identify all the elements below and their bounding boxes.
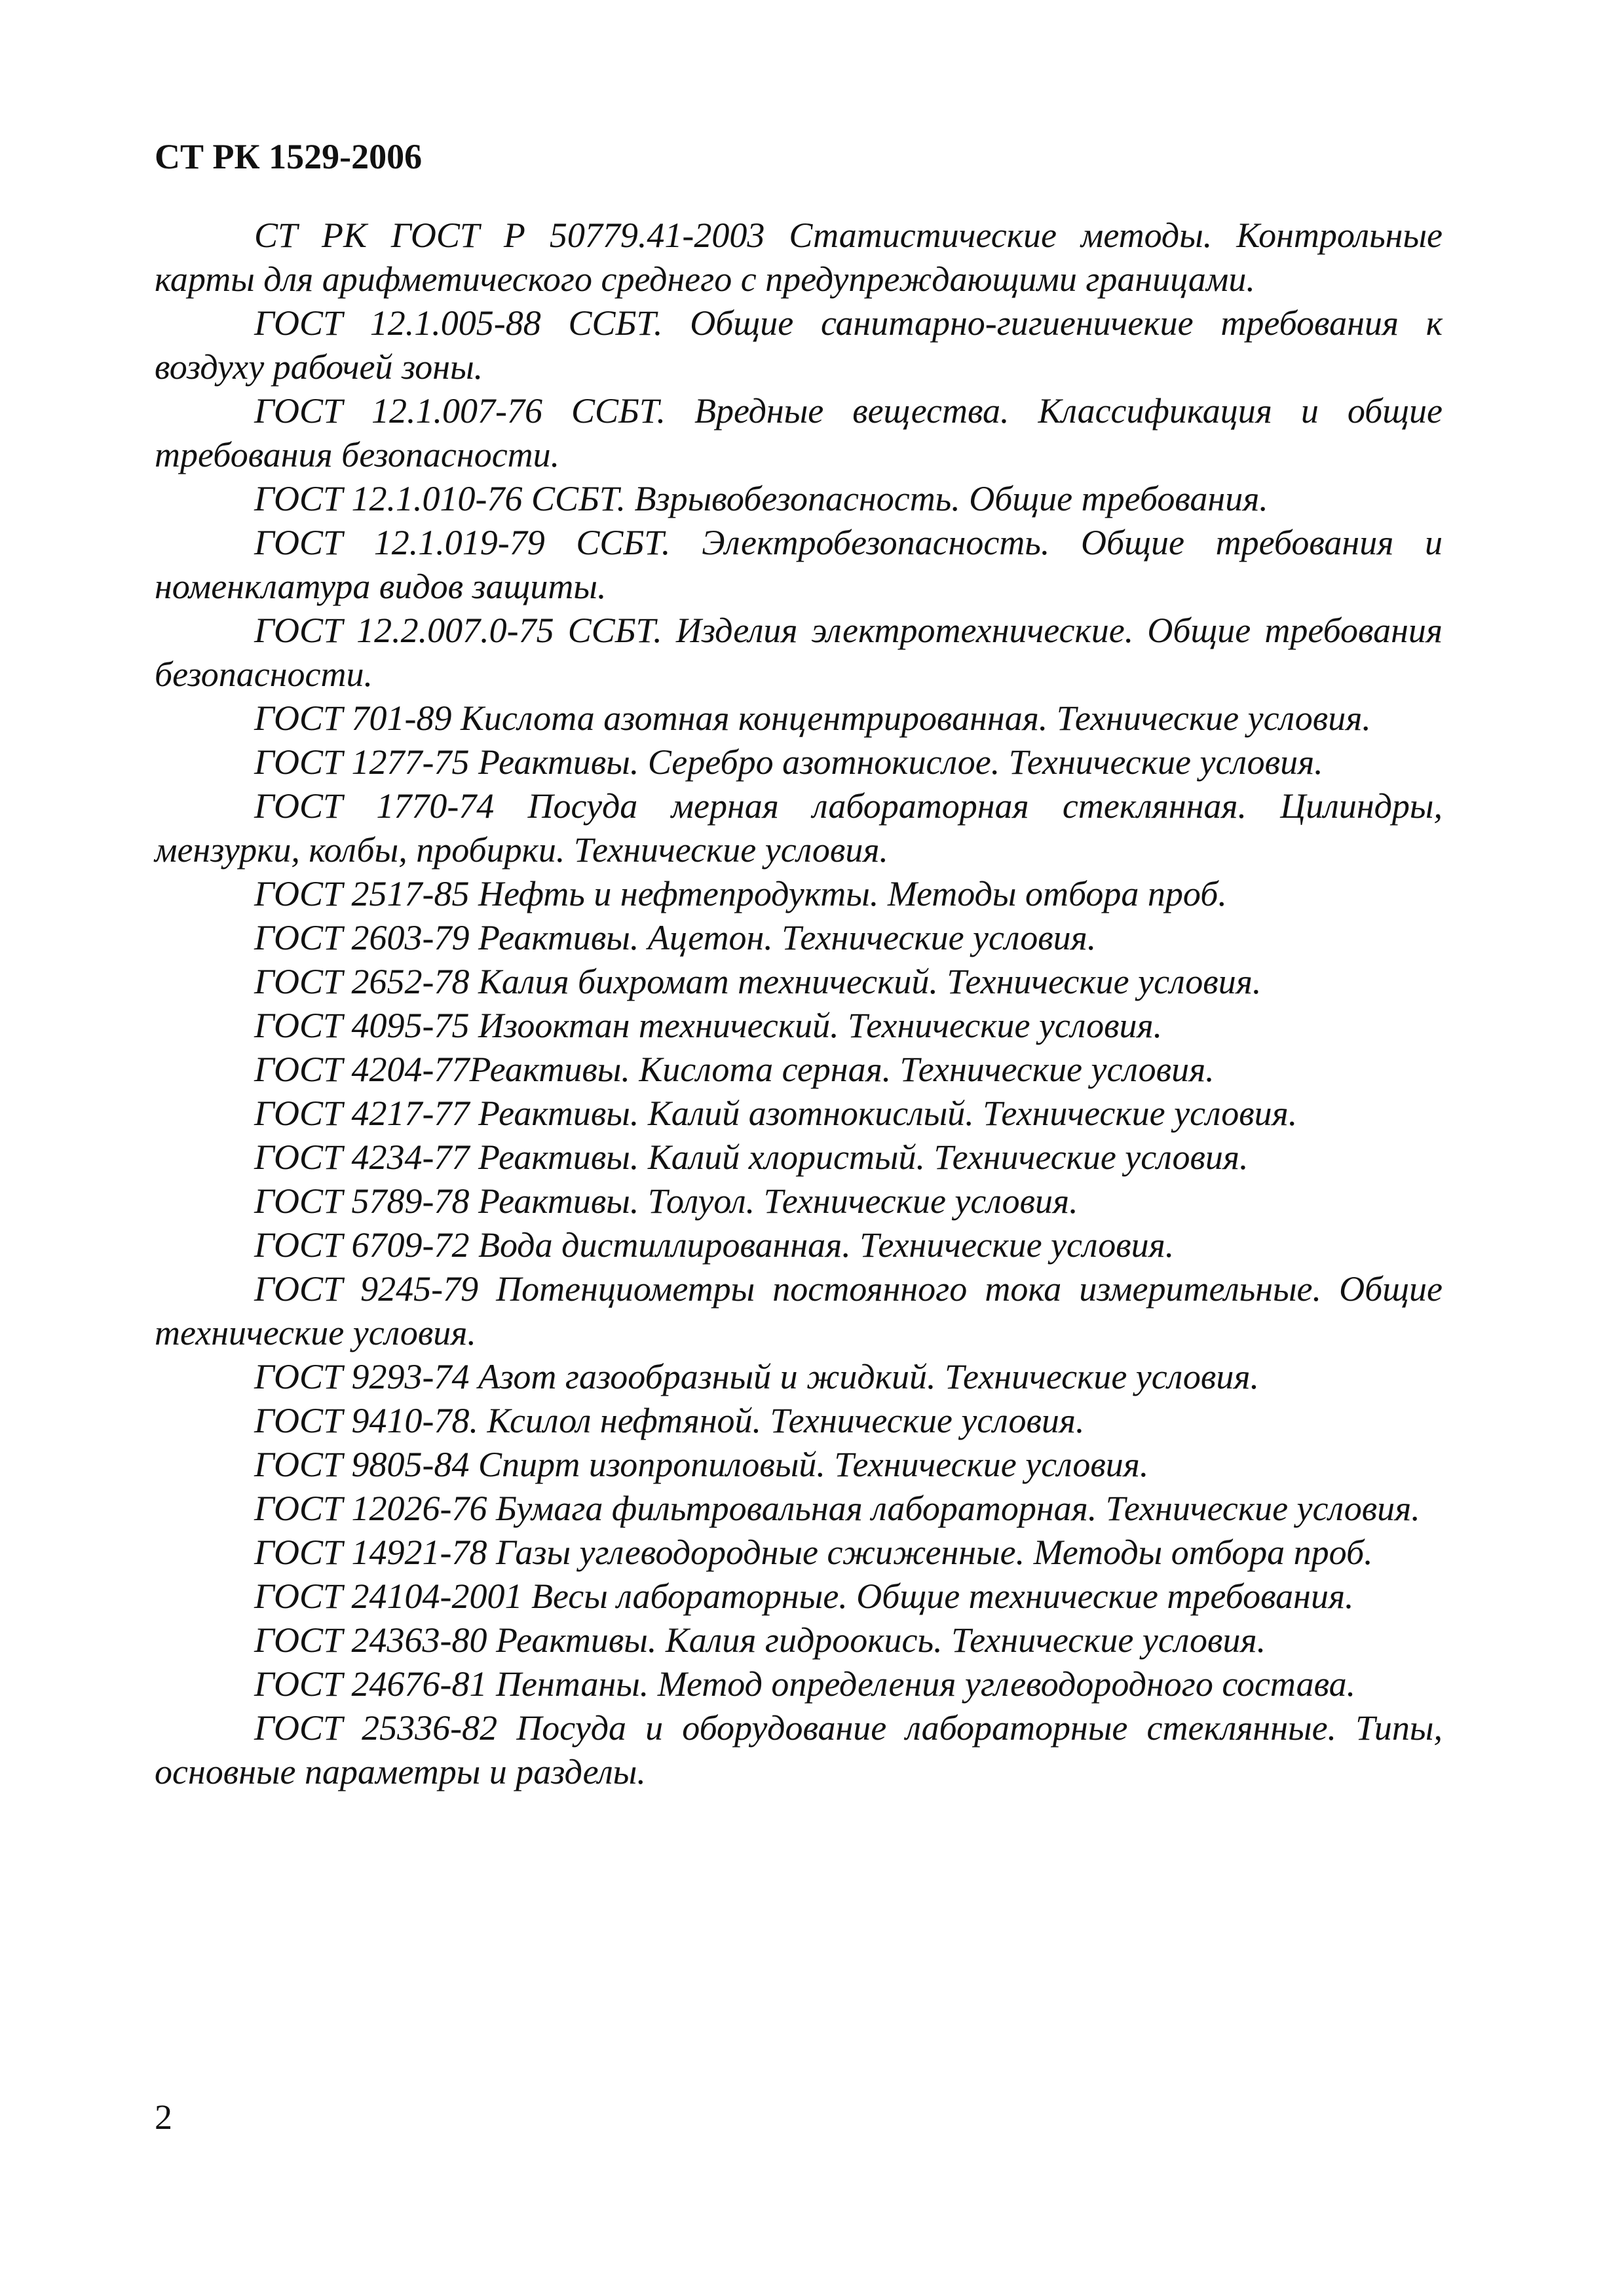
reference-item: ГОСТ 4217-77 Реактивы. Калий азотнокислый. Технические условия. [254, 1094, 1298, 1133]
reference-item: ГОСТ 12.2.007.0-75 ССБТ. Изделия электротехнические. Общие требования безопасности. [155, 611, 1443, 694]
reference-item: ГОСТ 1277-75 Реактивы. Серебро азотнокислое. Технические условия. [254, 742, 1323, 782]
page-number: 2 [155, 2097, 172, 2137]
reference-item: ГОСТ 12.1.010-76 ССБТ. Взрывобезопасность. Общие требования. [254, 479, 1268, 518]
reference-item: ГОСТ 12.1.005-88 ССБТ. Общие санитарно-гигиеничекие требования к воздуху рабочей зоны. [155, 303, 1443, 387]
reference-item: ГОСТ 4095-75 Изооктан технический. Технические условия. [254, 1006, 1163, 1045]
reference-item: ГОСТ 24104-2001 Весы лабораторные. Общие технические требования. [254, 1577, 1354, 1616]
reference-item: СТ РК ГОСТ Р 50779.41-2003 Статистические методы. Контрольные карты для арифметического среднего с предупреждающими границами. [155, 216, 1443, 299]
reference-item: ГОСТ 24676-81 Пентаны. Метод определения углеводородного состава. [254, 1664, 1356, 1704]
reference-item: ГОСТ 12.1.019-79 ССБТ. Электробезопасность. Общие требования и номенклатура видов защиты. [155, 523, 1443, 606]
reference-item: ГОСТ 2603-79 Реактивы. Ацетон. Технические условия. [254, 918, 1097, 957]
reference-item: ГОСТ 701-89 Кислота азотная концентрированная. Технические условия. [254, 698, 1371, 738]
reference-item: ГОСТ 25336-82 Посуда и оборудование лабораторные стеклянные. Типы, основные параметры и разделы. [155, 1708, 1443, 1791]
reference-item: ГОСТ 9245-79 Потенциометры постоянного тока измерительные. Общие технические условия. [155, 1269, 1443, 1352]
normative-references-list [155, 214, 1443, 1794]
reference-item: ГОСТ 2652-78 Калия бихромат технический. Технические условия. [254, 962, 1262, 1001]
reference-item: ГОСТ 9410-78. Ксилол нефтяной. Технические условия. [254, 1401, 1085, 1440]
reference-item: ГОСТ 9805-84 Спирт изопропиловый. Технические условия. [254, 1445, 1149, 1484]
reference-item: ГОСТ 5789-78 Реактивы. Толуол. Технические условия. [254, 1181, 1078, 1221]
reference-item: ГОСТ 12026-76 Бумага фильтровальная лабораторная. Технические условия. [254, 1489, 1420, 1528]
reference-item: ГОСТ 12.1.007-76 ССБТ. Вредные вещества. Классификация и общие требования безопасности. [155, 391, 1443, 474]
reference-item: ГОСТ 4234-77 Реактивы. Калий хлористый. Технические условия. [254, 1138, 1249, 1177]
reference-item: ГОСТ 2517-85 Нефть и нефтепродукты. Методы отбора проб. [254, 874, 1227, 913]
document-id-header: СТ РК 1529-2006 [155, 137, 423, 176]
reference-item: ГОСТ 14921-78 Газы углеводородные сжиженные. Методы отбора проб. [254, 1533, 1373, 1572]
reference-item: ГОСТ 4204-77Реактивы. Кислота серная. Технические условия. [254, 1050, 1215, 1089]
reference-item: ГОСТ 6709-72 Вода дистиллированная. Технические условия. [254, 1225, 1175, 1265]
reference-item: ГОСТ 1770-74 Посуда мерная лабораторная стеклянная. Цилиндры, мензурки, колбы, пробирки. Технические условия. [155, 786, 1443, 870]
reference-item: ГОСТ 9293-74 Азот газообразный и жидкий. Технические условия. [254, 1357, 1259, 1396]
reference-item: ГОСТ 24363-80 Реактивы. Калия гидроокись. Технические условия. [254, 1620, 1266, 1660]
